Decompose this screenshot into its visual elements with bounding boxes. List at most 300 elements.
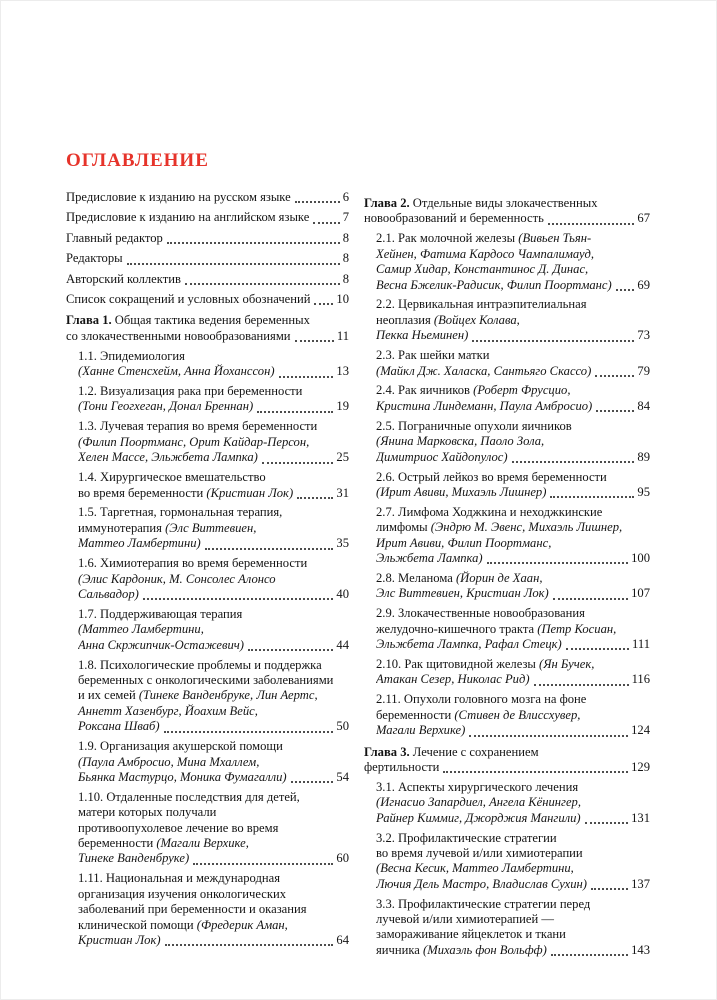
page-number: 11 <box>336 328 349 343</box>
text-run: Эльжбета Лампка, Рафал Стецк) <box>376 637 562 652</box>
toc-entry-section <box>364 231 650 293</box>
text-run: (Майкл Дж. Халаска, Сантьяго Скассо) <box>376 363 592 378</box>
page-number: 8 <box>342 251 349 266</box>
text-run: 3.3. Профилактические стратегии перед <box>376 896 591 911</box>
toc-entry-section <box>364 571 650 602</box>
text-run: Предисловие к изданию на русском языке <box>66 190 291 204</box>
toc-entry-section <box>364 470 650 501</box>
toc-line-text <box>66 292 310 307</box>
page-number: 19 <box>336 399 349 414</box>
text-run: (Элис Кардоник, М. Сонсолес Алонсо <box>78 571 276 586</box>
text-run: желудочно-кишечного тракта <box>376 621 538 636</box>
text-run: Список сокращений и условных обозначений <box>66 292 311 307</box>
text-run: (Маттео Ламбертини, <box>78 622 204 637</box>
toc-line-text <box>376 586 549 601</box>
page-number: 129 <box>631 759 650 774</box>
toc-line <box>78 384 349 399</box>
text-run: Предисловие к изданию на английском языке <box>66 210 310 225</box>
toc-line <box>376 571 650 586</box>
toc-line-text <box>376 551 483 566</box>
toc-line <box>376 897 650 912</box>
text-run: 2.3. Рак шейки матки <box>376 348 490 363</box>
toc-line <box>78 887 349 902</box>
text-run: Анна Скржипчик-Остажевич) <box>78 637 244 652</box>
text-run: 1.6. Химиотерапия во время беременности <box>78 556 308 571</box>
dot-leader <box>566 648 629 650</box>
text-run: организация изучения онкологических <box>78 886 287 901</box>
text-run: замораживание яйцеклеток и ткани <box>376 927 566 942</box>
toc-line <box>78 902 349 917</box>
toc-line <box>78 790 349 805</box>
toc-line-text <box>78 450 258 465</box>
toc-line <box>364 760 650 775</box>
toc-line-text <box>78 638 244 653</box>
page-number: 73 <box>637 328 650 343</box>
dot-leader <box>585 822 629 824</box>
text-run: новообразований и беременность <box>364 211 544 226</box>
page-number: 116 <box>631 672 650 687</box>
toc-line <box>78 933 349 948</box>
page-number: 44 <box>336 637 349 652</box>
text-run: лимфомы <box>376 520 431 535</box>
toc-line <box>78 719 349 734</box>
text-run: (Элс Виттевиен, <box>165 520 257 535</box>
toc-line <box>376 811 650 826</box>
text-run: (Тинеке Ванденбруке, Лин Аертс, <box>138 688 318 703</box>
toc-line <box>78 364 349 379</box>
toc-line <box>376 672 650 687</box>
toc-entry-chapter <box>66 313 349 344</box>
toc-entry-front <box>66 251 349 266</box>
toc-line <box>78 658 349 673</box>
toc-line <box>78 486 349 501</box>
text-run: (Ян Бучек, <box>539 656 595 671</box>
page-number: 54 <box>336 769 349 784</box>
toc-line <box>376 877 650 892</box>
text-run: беременных с онкологическими заболеваниями <box>78 672 334 687</box>
text-run: во время лучевой и/или химиотерапии <box>376 845 583 860</box>
dot-leader <box>550 496 634 498</box>
dot-leader <box>534 684 629 686</box>
dot-leader <box>248 649 333 651</box>
dot-leader <box>193 863 333 865</box>
text-run: Ирит Авиви, Филип Поортманс, <box>376 535 552 550</box>
text-run: (Магали Верхике, <box>156 836 249 851</box>
text-run: (Роберт Фрусцио, <box>473 383 571 398</box>
text-run: (Паула Амбросио, Мина Мхаллем, <box>78 754 260 769</box>
page-number: 6 <box>342 190 349 204</box>
text-run: 2.10. Рак щитовидной железы <box>376 656 540 671</box>
text-run: Кристина Линдеманн, Паула Амбросио) <box>376 398 593 413</box>
toc-line <box>376 419 650 434</box>
dot-leader <box>167 242 340 244</box>
toc-line <box>376 520 650 535</box>
text-run: (Игнасио Запардиел, Ангела Кёнингер, <box>376 795 581 810</box>
toc-line <box>78 399 349 414</box>
page-number: 84 <box>637 398 650 413</box>
page-number: 35 <box>336 536 349 551</box>
page-number: 10 <box>336 292 349 307</box>
toc-line <box>376 861 650 876</box>
text-run: 1.11. Национальная и международная <box>78 871 281 886</box>
toc-line <box>66 272 349 287</box>
dot-leader <box>262 462 334 464</box>
toc-line <box>376 348 650 363</box>
toc-entry-section <box>66 556 349 602</box>
text-run: 2.11. Опухоли головного мозга на фоне <box>376 692 587 707</box>
toc-line-text <box>78 933 161 948</box>
text-run: Маттео Ламбертини) <box>78 536 201 551</box>
toc-entry-front <box>66 190 349 205</box>
toc-entry-section <box>364 419 650 465</box>
text-run: (Весна Кесик, Маттео Ламбертини, <box>376 861 574 876</box>
toc-line <box>376 637 650 652</box>
page-number: 8 <box>342 230 349 245</box>
toc-line <box>78 821 349 836</box>
text-run: матери которых получали <box>78 805 217 820</box>
toc-entry-section <box>66 658 349 735</box>
dot-leader <box>551 954 628 956</box>
text-run: Аннетт Хазенбург, Йоахим Вейс, <box>78 703 258 718</box>
text-run: Магали Верхике) <box>376 723 466 738</box>
toc-line <box>376 692 650 707</box>
toc-entry-section <box>364 297 650 343</box>
text-run: 3.2. Профилактические стратегии <box>376 830 557 845</box>
toc-line-text <box>376 399 592 414</box>
text-run: клинической помощи <box>78 917 197 932</box>
dot-leader <box>487 562 628 564</box>
toc-column-right <box>364 190 650 963</box>
dot-leader <box>185 283 340 285</box>
text-run: Авторский коллектив <box>66 271 181 286</box>
toc-entry-section <box>364 897 650 959</box>
toc-line <box>78 871 349 886</box>
text-run: (Вивьен Тьян- <box>518 231 592 246</box>
toc-line-text <box>78 399 253 414</box>
toc-line <box>376 723 650 738</box>
toc-line <box>78 673 349 688</box>
toc-line <box>66 313 349 328</box>
toc-line <box>66 190 349 205</box>
text-run: 2.8. Меланома <box>376 570 456 585</box>
page-number: 95 <box>637 484 650 499</box>
toc-entry-section <box>66 607 349 653</box>
toc-line-text <box>78 536 201 551</box>
toc-entry-section <box>66 871 349 948</box>
toc-line-text <box>78 587 139 602</box>
page-number: 100 <box>631 551 650 566</box>
toc-line-text <box>364 211 544 226</box>
toc-line <box>376 831 650 846</box>
dot-leader <box>295 201 340 203</box>
toc-line <box>376 780 650 795</box>
toc-line <box>376 708 650 723</box>
page-number: 64 <box>336 932 349 947</box>
toc-columns <box>66 190 650 963</box>
toc-line <box>78 755 349 770</box>
text-run: Эльжбета Лампка) <box>376 551 483 566</box>
toc-line <box>376 606 650 621</box>
text-run: (Ханне Стенсхейм, Анна Йоханссон) <box>78 364 275 379</box>
text-run: 1.9. Организация акушерской помощи <box>78 739 283 754</box>
page-number: 107 <box>631 586 650 601</box>
text-run: (Петр Косиан, <box>537 621 617 636</box>
toc-entry-section <box>66 384 349 415</box>
text-run: 1.2. Визуализация рака при беременности <box>78 384 303 399</box>
toc-line-text <box>78 486 293 501</box>
text-run: 2.9. Злокачественные новообразования <box>376 606 585 621</box>
toc-entry-section <box>66 349 349 380</box>
toc-entry-section <box>364 692 650 738</box>
page-number: 13 <box>336 364 349 379</box>
text-run: Элс Виттевиен, Кристиан Лок) <box>376 586 549 601</box>
toc-line <box>376 485 650 500</box>
toc-line <box>78 704 349 719</box>
toc-line <box>78 638 349 653</box>
page-title: ОГЛАВЛЕНИЕ <box>66 150 209 171</box>
text-run: Главный редактор <box>66 230 163 245</box>
text-run: со злокачественными новообразованиями <box>66 328 291 343</box>
toc-line-text <box>78 770 287 785</box>
toc-line-text <box>66 272 181 287</box>
text-run: 2.7. Лимфома Ходжкина и неходжкинские <box>376 504 603 519</box>
toc-line <box>78 556 349 571</box>
text-run: Глава 1. <box>66 313 112 328</box>
toc-line <box>78 572 349 587</box>
toc-line <box>78 622 349 637</box>
text-run: 1.1. Эпидемиология <box>78 348 185 363</box>
text-run: Хейнен, Фатима Кардосо Чампалимауд, <box>376 246 595 261</box>
page-number: 89 <box>637 449 650 464</box>
text-run: 2.5. Пограничные опухоли яичников <box>376 418 572 433</box>
page-number: 40 <box>336 586 349 601</box>
text-run: заболеваний при беременности и оказания <box>78 902 307 917</box>
text-run: Самир Хидар, Константинос Д. Динас, <box>376 262 589 277</box>
toc-line <box>78 450 349 465</box>
dot-leader <box>616 289 635 291</box>
text-run: 2.1. Рак молочной железы <box>376 231 519 246</box>
text-run: 2.2. Цервикальная интраэпителиальная <box>376 297 587 312</box>
toc-line <box>78 918 349 933</box>
text-run: (Стивен де Влиссхувер, <box>454 707 581 722</box>
toc-entry-section <box>66 739 349 785</box>
dot-leader <box>512 461 635 463</box>
page-number: 7 <box>342 210 349 225</box>
toc-line-text <box>78 719 160 734</box>
toc-line <box>376 943 650 958</box>
toc-line <box>376 505 650 520</box>
page-number: 131 <box>631 810 650 825</box>
text-run: 2.4. Рак яичников <box>376 383 474 398</box>
text-run: Лючия Дель Мастро, Владислав Сухин) <box>376 876 587 891</box>
text-run: (Войцех Колава, <box>433 312 520 327</box>
toc-line-text <box>376 877 587 892</box>
text-run: во время беременности <box>78 485 207 500</box>
toc-entry-front <box>66 292 349 307</box>
toc-line <box>78 770 349 785</box>
text-run: Кристиан Лок) <box>78 932 161 947</box>
toc-line <box>376 657 650 672</box>
toc-line <box>376 586 650 601</box>
dot-leader <box>279 376 334 378</box>
toc-line <box>66 231 349 246</box>
page-number: 111 <box>632 637 650 652</box>
toc-line <box>376 278 650 293</box>
dot-leader <box>595 375 634 377</box>
text-run: Редакторы <box>66 251 123 266</box>
page-number: 143 <box>631 942 650 957</box>
toc-line-text <box>376 672 530 687</box>
toc-line <box>376 434 650 449</box>
toc-line <box>78 688 349 703</box>
toc-entry-section <box>364 383 650 414</box>
text-run: (Йорин де Хаан, <box>455 570 543 585</box>
dot-leader <box>295 340 334 342</box>
toc-line <box>376 795 650 810</box>
toc-entry-chapter <box>364 745 650 776</box>
text-run: Пекка Ньеминен) <box>376 328 469 343</box>
text-run: противоопухолевое лечение во время <box>78 820 279 835</box>
toc-line-text <box>364 760 439 775</box>
dot-leader <box>313 222 339 224</box>
text-run: Димитриос Хайдопулос) <box>376 449 508 464</box>
text-run: иммунотерапия <box>78 520 166 535</box>
text-run: (Филип Поортманс, Орит Кайдар-Персон, <box>78 434 310 449</box>
toc-line-text <box>66 190 291 205</box>
toc-entry-section <box>66 419 349 465</box>
text-run: Глава 3. <box>364 744 410 759</box>
text-run: 1.7. Поддерживающая терапия <box>78 606 243 621</box>
text-run: (Янина Марковска, Паоло Зола, <box>376 434 545 449</box>
text-run: Сальвадор) <box>78 586 139 601</box>
toc-line <box>66 210 349 225</box>
toc-line-text <box>376 450 508 465</box>
toc-line-text <box>376 364 591 379</box>
text-run: Тинеке Ванденбруке) <box>78 851 190 866</box>
toc-entry-section <box>66 470 349 501</box>
toc-line <box>364 745 650 760</box>
text-run: неоплазия <box>376 312 434 327</box>
toc-entry-section <box>364 505 650 567</box>
toc-entry-section <box>66 505 349 551</box>
text-run: Глава 2. <box>364 196 410 210</box>
toc-line-text <box>78 851 189 866</box>
page-number: 79 <box>637 363 650 378</box>
toc-entry-chapter <box>364 196 650 227</box>
text-run: Бьянка Мастурцо, Моника Фумагалли) <box>78 769 287 784</box>
toc-line <box>364 196 650 211</box>
text-run: фертильности <box>364 759 440 774</box>
toc-line <box>376 328 650 343</box>
toc-line <box>78 349 349 364</box>
toc-column-left <box>66 190 349 953</box>
dot-leader <box>443 771 628 773</box>
toc-line <box>78 739 349 754</box>
text-run: Общая тактика ведения беременных <box>111 313 310 328</box>
dot-leader <box>591 888 628 890</box>
toc-entry-front <box>66 210 349 225</box>
dot-leader <box>297 497 333 499</box>
toc-line <box>376 247 650 262</box>
text-run: 1.4. Хирургическое вмешательство <box>78 470 266 485</box>
text-run: Хелен Массе, Эльжбета Лампка) <box>78 450 258 465</box>
toc-line-text <box>66 329 291 344</box>
dot-leader <box>127 263 340 265</box>
toc-line <box>376 622 650 637</box>
toc-line <box>376 450 650 465</box>
toc-line <box>376 399 650 414</box>
dot-leader <box>548 223 635 225</box>
toc-line <box>78 587 349 602</box>
toc-line <box>78 470 349 485</box>
toc-line <box>376 313 650 328</box>
toc-entry-front <box>66 272 349 287</box>
text-run: Лечение с сохранением <box>409 744 539 759</box>
text-run: (Тони Геогхеган, Донал Бреннан) <box>78 399 254 414</box>
toc-line <box>376 927 650 942</box>
text-run: яичника <box>376 942 424 957</box>
text-run: 2.6. Острый лейкоз во время беременности <box>376 469 607 484</box>
dot-leader <box>164 731 334 733</box>
toc-line <box>66 251 349 266</box>
text-run: 1.5. Таргетная, гормональная терапия, <box>78 505 283 520</box>
text-run: Атакан Сезер, Николас Рид) <box>376 672 530 687</box>
toc-line <box>376 551 650 566</box>
text-run: и их семей <box>78 688 139 703</box>
toc-entry-front <box>66 231 349 246</box>
page-number: 69 <box>637 277 650 292</box>
toc-line-text <box>376 485 546 500</box>
dot-leader <box>291 781 334 783</box>
dot-leader <box>553 598 628 600</box>
text-run: лучевой и/или химиотерапией — <box>376 912 554 927</box>
toc-line-text <box>376 943 547 958</box>
toc-line-text <box>66 231 163 246</box>
toc-line-text <box>78 364 275 379</box>
text-run: 1.10. Отдаленные последствия для детей, <box>78 789 300 804</box>
toc-line <box>376 297 650 312</box>
toc-line-text <box>376 278 612 293</box>
toc-entry-section <box>364 348 650 379</box>
toc-line <box>376 846 650 861</box>
text-run: (Фредерик Аман, <box>196 917 288 932</box>
toc-entry-section <box>364 657 650 688</box>
dot-leader <box>469 735 628 737</box>
page-number: 31 <box>336 485 349 500</box>
text-run: (Ирит Авиви, Михаэль Лишнер) <box>376 484 547 499</box>
dot-leader <box>314 303 333 305</box>
dot-leader <box>472 340 634 342</box>
toc-line <box>78 607 349 622</box>
text-run: Райнер Киммиг, Джорджия Мангили) <box>376 810 581 825</box>
toc-line <box>376 470 650 485</box>
toc-line <box>376 536 650 551</box>
text-run: Роксана Шваб) <box>78 719 160 734</box>
text-run: (Кристиан Лок) <box>206 485 294 500</box>
toc-line <box>78 536 349 551</box>
text-run: (Эндрю М. Эвенс, Михаэль Лишнер, <box>430 520 623 535</box>
page-number: 25 <box>336 450 349 465</box>
text-run: (Михаэль фон Вольфф) <box>423 942 547 957</box>
toc-line <box>78 805 349 820</box>
toc-line <box>376 231 650 246</box>
page-number: 124 <box>631 723 650 738</box>
toc-entry-section <box>364 606 650 652</box>
toc-line <box>78 419 349 434</box>
toc-entry-section <box>364 780 650 826</box>
toc-line <box>66 292 349 307</box>
toc-line-text <box>66 210 309 225</box>
